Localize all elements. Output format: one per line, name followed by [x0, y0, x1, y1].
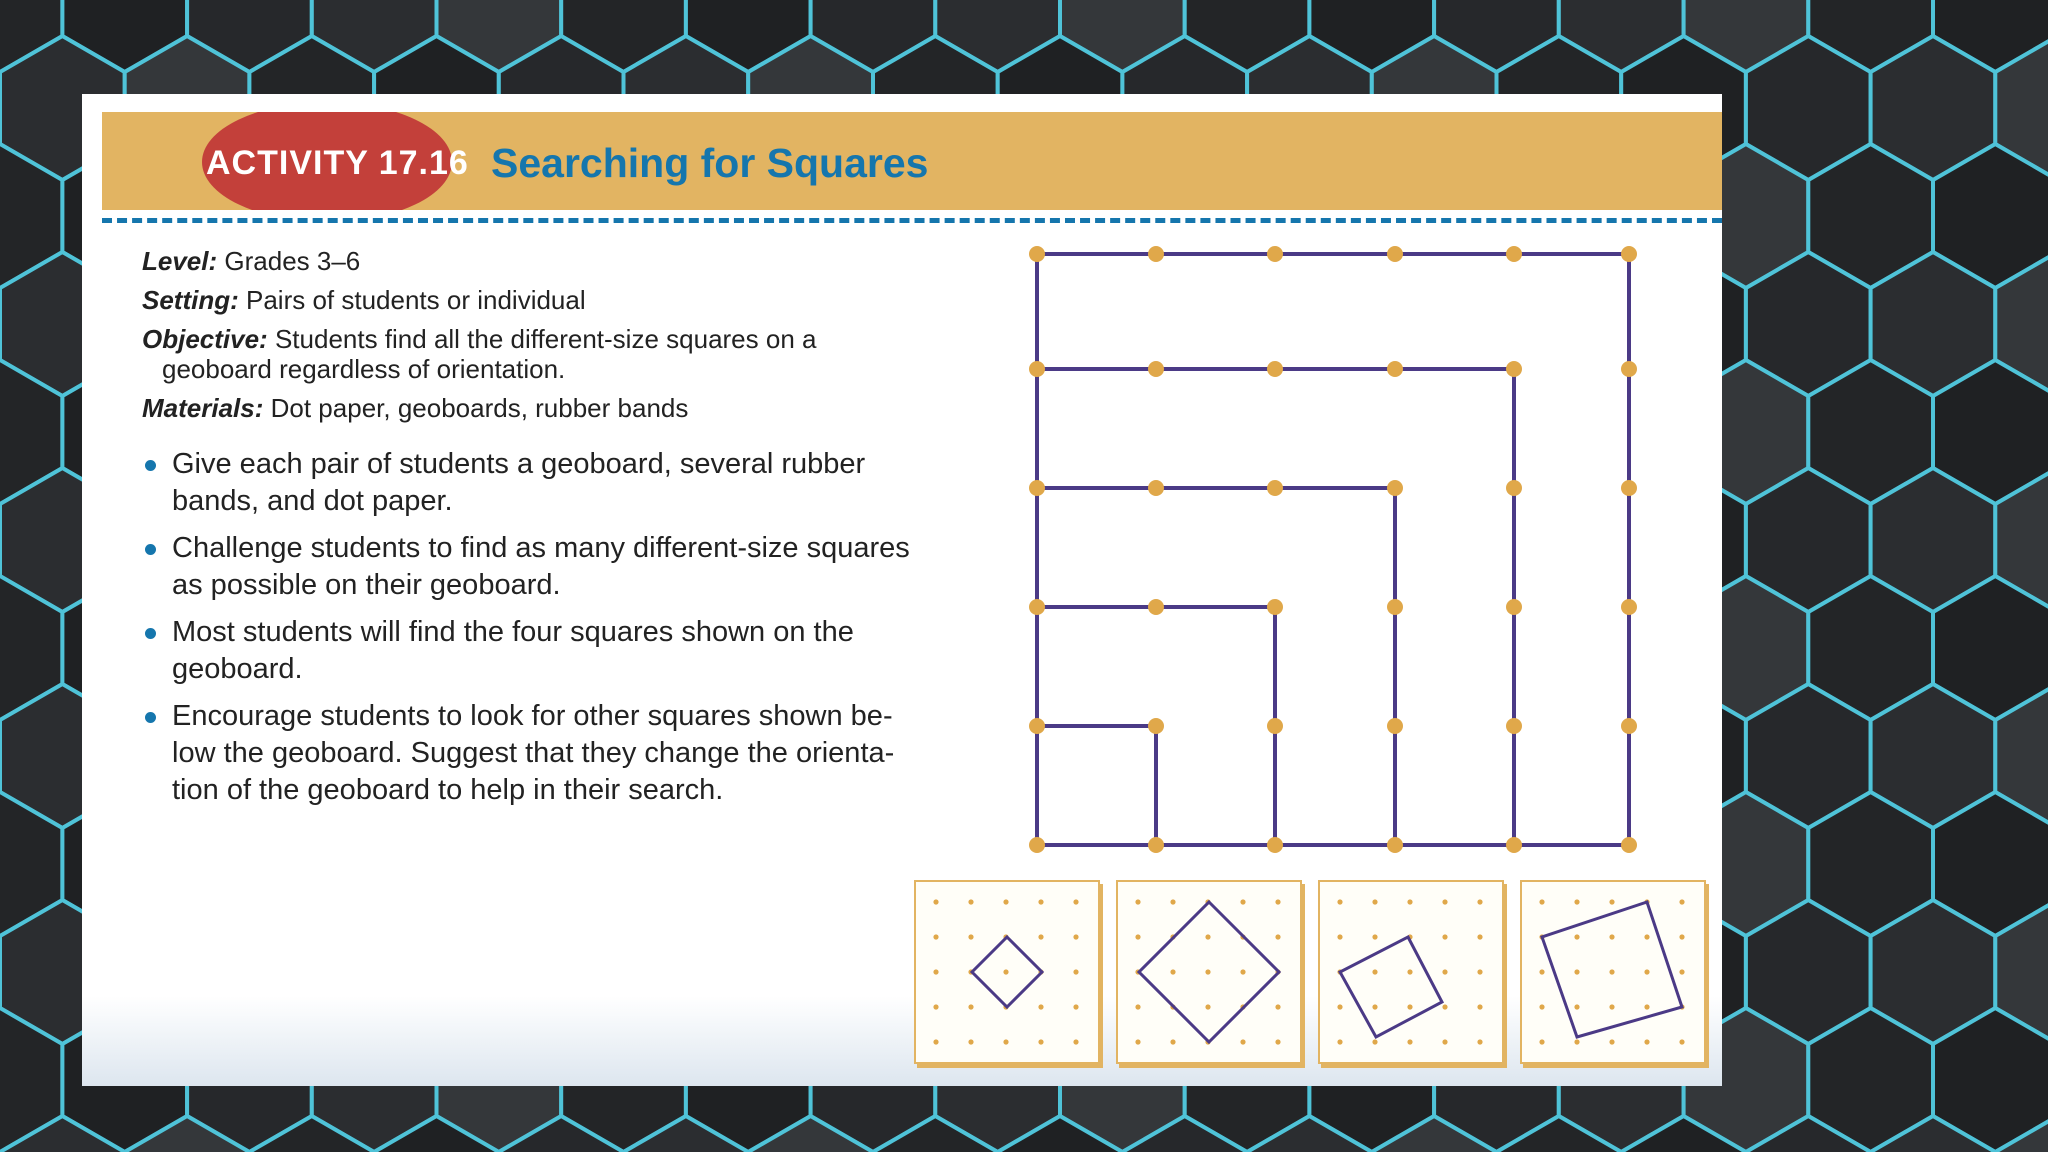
dot-paper-dot [1170, 969, 1175, 974]
activity-info [142, 246, 942, 432]
dot-paper-dot [968, 934, 973, 939]
dot-paper-dot [1003, 899, 1008, 904]
dot-paper-dot [1442, 1004, 1447, 1009]
dot-paper-dot [1442, 1039, 1447, 1044]
dot-paper-dot [1275, 1039, 1280, 1044]
dot-paper-grid [916, 882, 1098, 1062]
dot-paper-dot [1135, 1004, 1140, 1009]
dot-paper-dot [1205, 1004, 1210, 1009]
dot-paper-dot [1003, 1039, 1008, 1044]
geoboard-peg [1267, 599, 1283, 615]
dot-paper-dot [1679, 934, 1684, 939]
dot-paper-dot [1337, 1039, 1342, 1044]
instruction-line: Encourage students to look for other squares shown be- [172, 700, 893, 732]
geoboard-peg [1506, 361, 1522, 377]
geoboard-peg [1029, 246, 1045, 262]
dot-paper-dot [968, 1039, 973, 1044]
activity-title: Searching for Squares [491, 140, 929, 186]
dot-paper-dot [1539, 899, 1544, 904]
geoboard-peg [1387, 480, 1403, 496]
dot-paper-board-1 [914, 880, 1100, 1064]
instruction-list [142, 446, 982, 819]
activity-label: ACTIVITY 17.16 [206, 144, 469, 182]
geoboard-peg [1267, 837, 1283, 853]
dot-paper-dot [1609, 969, 1614, 974]
geoboard-peg [1267, 361, 1283, 377]
dot-paper-dot [1539, 969, 1544, 974]
instruction-item [142, 530, 982, 604]
geoboard-peg [1267, 480, 1283, 496]
geoboard-peg [1148, 599, 1164, 615]
dot-paper-grid [1522, 882, 1704, 1062]
dot-paper-dot [1275, 899, 1280, 904]
bullet-icon [145, 544, 156, 555]
dot-paper-dot [1205, 934, 1210, 939]
geoboard-peg [1148, 718, 1164, 734]
instruction-line: geoboard. [172, 653, 303, 685]
dot-paper-dot [1477, 1004, 1482, 1009]
dot-paper-dot [1038, 899, 1043, 904]
geoboard-peg [1148, 480, 1164, 496]
geoboard-peg [1506, 718, 1522, 734]
dot-paper-dot [1574, 1039, 1579, 1044]
dot-paper-dot [1442, 899, 1447, 904]
dot-paper-dot [1477, 969, 1482, 974]
dot-paper-dot [1170, 1039, 1175, 1044]
setting-line [142, 285, 942, 315]
dot-paper-dot [1073, 1004, 1078, 1009]
dot-paper-dot [1574, 969, 1579, 974]
dot-paper-dot [1135, 1039, 1140, 1044]
dot-paper-dot [1372, 1004, 1377, 1009]
objective-value-line2: geoboard regardless of orientation. [162, 354, 566, 384]
geoboard-peg [1029, 837, 1045, 853]
dot-paper-dot [933, 934, 938, 939]
materials-value: Dot paper, geoboards, rubber bands [270, 393, 689, 423]
geoboard-peg [1267, 246, 1283, 262]
dot-paper-dot [1644, 934, 1649, 939]
geoboard-peg [1506, 480, 1522, 496]
dot-paper-dot [1539, 1004, 1544, 1009]
dot-paper-dot [1003, 969, 1008, 974]
dot-paper-dot [1609, 899, 1614, 904]
dot-paper-dot [1679, 969, 1684, 974]
setting-value: Pairs of students or individual [246, 285, 586, 315]
dot-paper-board-2 [1116, 880, 1302, 1064]
instruction-line: bands, and dot paper. [172, 485, 453, 517]
geoboard-peg [1267, 718, 1283, 734]
dot-paper-dot [1135, 934, 1140, 939]
bullet-icon [145, 628, 156, 639]
geoboard-peg [1148, 361, 1164, 377]
dot-paper-dot [1073, 969, 1078, 974]
dot-paper-dot [1407, 969, 1412, 974]
objective-value-line1: Students find all the different-size squares on a [274, 324, 817, 354]
geoboard-peg [1387, 361, 1403, 377]
dot-paper-dot [1574, 1004, 1579, 1009]
instruction-line: Give each pair of students a geoboard, several rubber [172, 448, 866, 480]
slide-card [82, 94, 1722, 1086]
geoboard-peg [1148, 246, 1164, 262]
geoboard-peg [1148, 837, 1164, 853]
dot-paper-dot [1135, 899, 1140, 904]
instruction-line: Challenge students to find as many different-size squares [172, 532, 910, 564]
dot-paper-dot [1038, 934, 1043, 939]
instruction-item [142, 698, 982, 809]
dot-paper-dot [968, 899, 973, 904]
level-line [142, 246, 942, 276]
dot-paper-dot [1609, 1039, 1614, 1044]
bullet-icon [145, 460, 156, 471]
dot-paper-dot [1038, 1004, 1043, 1009]
geoboard-peg [1029, 361, 1045, 377]
instruction-item [142, 614, 982, 688]
materials-line [142, 393, 942, 423]
geoboard-peg [1387, 718, 1403, 734]
dot-paper-dot [1644, 1039, 1649, 1044]
geoboard-peg [1506, 246, 1522, 262]
dot-paper-dot [1240, 1039, 1245, 1044]
dot-paper-dot [1477, 899, 1482, 904]
geoboard-peg [1387, 246, 1403, 262]
dot-paper-grid [1118, 882, 1300, 1062]
dot-paper-dot [1574, 899, 1579, 904]
rubber-band-square [1037, 488, 1395, 845]
instruction-line: as possible on their geoboard. [172, 569, 561, 601]
level-label: Level: [142, 246, 218, 276]
geoboard-peg [1506, 837, 1522, 853]
geoboard-diagram [941, 246, 1661, 876]
rubber-band-square [1037, 254, 1629, 845]
geoboard-peg [1621, 246, 1637, 262]
dot-paper-dot [1609, 934, 1614, 939]
dot-paper-dot [1477, 934, 1482, 939]
dot-paper-dot [1477, 1039, 1482, 1044]
dot-paper-dot [1337, 899, 1342, 904]
instruction-line: low the geoboard. Suggest that they change the orienta- [172, 737, 895, 769]
dot-paper-board-3 [1318, 880, 1504, 1064]
instruction-item [142, 446, 982, 520]
dot-paper-dot [1372, 1039, 1377, 1044]
header-dashed-divider [102, 218, 1722, 223]
dot-paper-dot [1372, 969, 1377, 974]
dot-paper-grid [1320, 882, 1502, 1062]
dot-paper-dot [1038, 1039, 1043, 1044]
tilted-square [1340, 937, 1442, 1037]
geoboard-peg [1506, 599, 1522, 615]
activity-header [102, 112, 1722, 210]
geoboard-peg [1621, 837, 1637, 853]
materials-label: Materials: [142, 393, 264, 423]
rubber-band-square [1037, 726, 1156, 845]
geoboard-peg [1029, 718, 1045, 734]
dot-paper-dot [1679, 899, 1684, 904]
geoboard-peg [1387, 837, 1403, 853]
dot-paper-dot [1644, 969, 1649, 974]
objective-label: Objective: [142, 324, 268, 354]
dot-paper-dot [1170, 899, 1175, 904]
dot-paper-dot [1240, 969, 1245, 974]
dot-paper-dot [1240, 899, 1245, 904]
dot-paper-dot [1442, 934, 1447, 939]
dot-paper-dot [1609, 1004, 1614, 1009]
setting-label: Setting: [142, 285, 239, 315]
dot-paper-dot [1442, 969, 1447, 974]
dot-paper-dot [1679, 1039, 1684, 1044]
dot-paper-dot [1539, 1039, 1544, 1044]
geoboard-peg [1029, 480, 1045, 496]
instruction-line: tion of the geoboard to help in their search. [172, 774, 724, 806]
geoboard-peg [1621, 480, 1637, 496]
dot-paper-dot [933, 1039, 938, 1044]
dot-paper-dot [968, 1004, 973, 1009]
instruction-line: Most students will find the four squares shown on the [172, 616, 854, 648]
dot-paper-dot [1337, 934, 1342, 939]
dot-paper-dot [1574, 934, 1579, 939]
bullet-icon [145, 712, 156, 723]
objective-line [142, 324, 942, 384]
geoboard-peg [1621, 599, 1637, 615]
geoboard-peg [1029, 599, 1045, 615]
level-value: Grades 3–6 [224, 246, 361, 276]
dot-paper-dot [1073, 899, 1078, 904]
dot-paper-dot [1372, 934, 1377, 939]
dot-paper-dot [1205, 969, 1210, 974]
dot-paper-dot [1407, 1039, 1412, 1044]
dot-paper-dot [933, 899, 938, 904]
dot-paper-dot [1275, 934, 1280, 939]
dot-paper-dot [1337, 1004, 1342, 1009]
dot-paper-dot [1275, 1004, 1280, 1009]
dot-paper-dot [1407, 1004, 1412, 1009]
dot-paper-dot [1407, 899, 1412, 904]
dot-paper-dot [1372, 899, 1377, 904]
geoboard-peg [1621, 718, 1637, 734]
dot-paper-dot [1073, 934, 1078, 939]
dot-paper-dot [1073, 1039, 1078, 1044]
dot-paper-board-4 [1520, 880, 1706, 1064]
dot-paper-dot [933, 969, 938, 974]
geoboard-peg [1621, 361, 1637, 377]
dot-paper-dot [1644, 1004, 1649, 1009]
dot-paper-dot [933, 1004, 938, 1009]
geoboard-peg [1387, 599, 1403, 615]
